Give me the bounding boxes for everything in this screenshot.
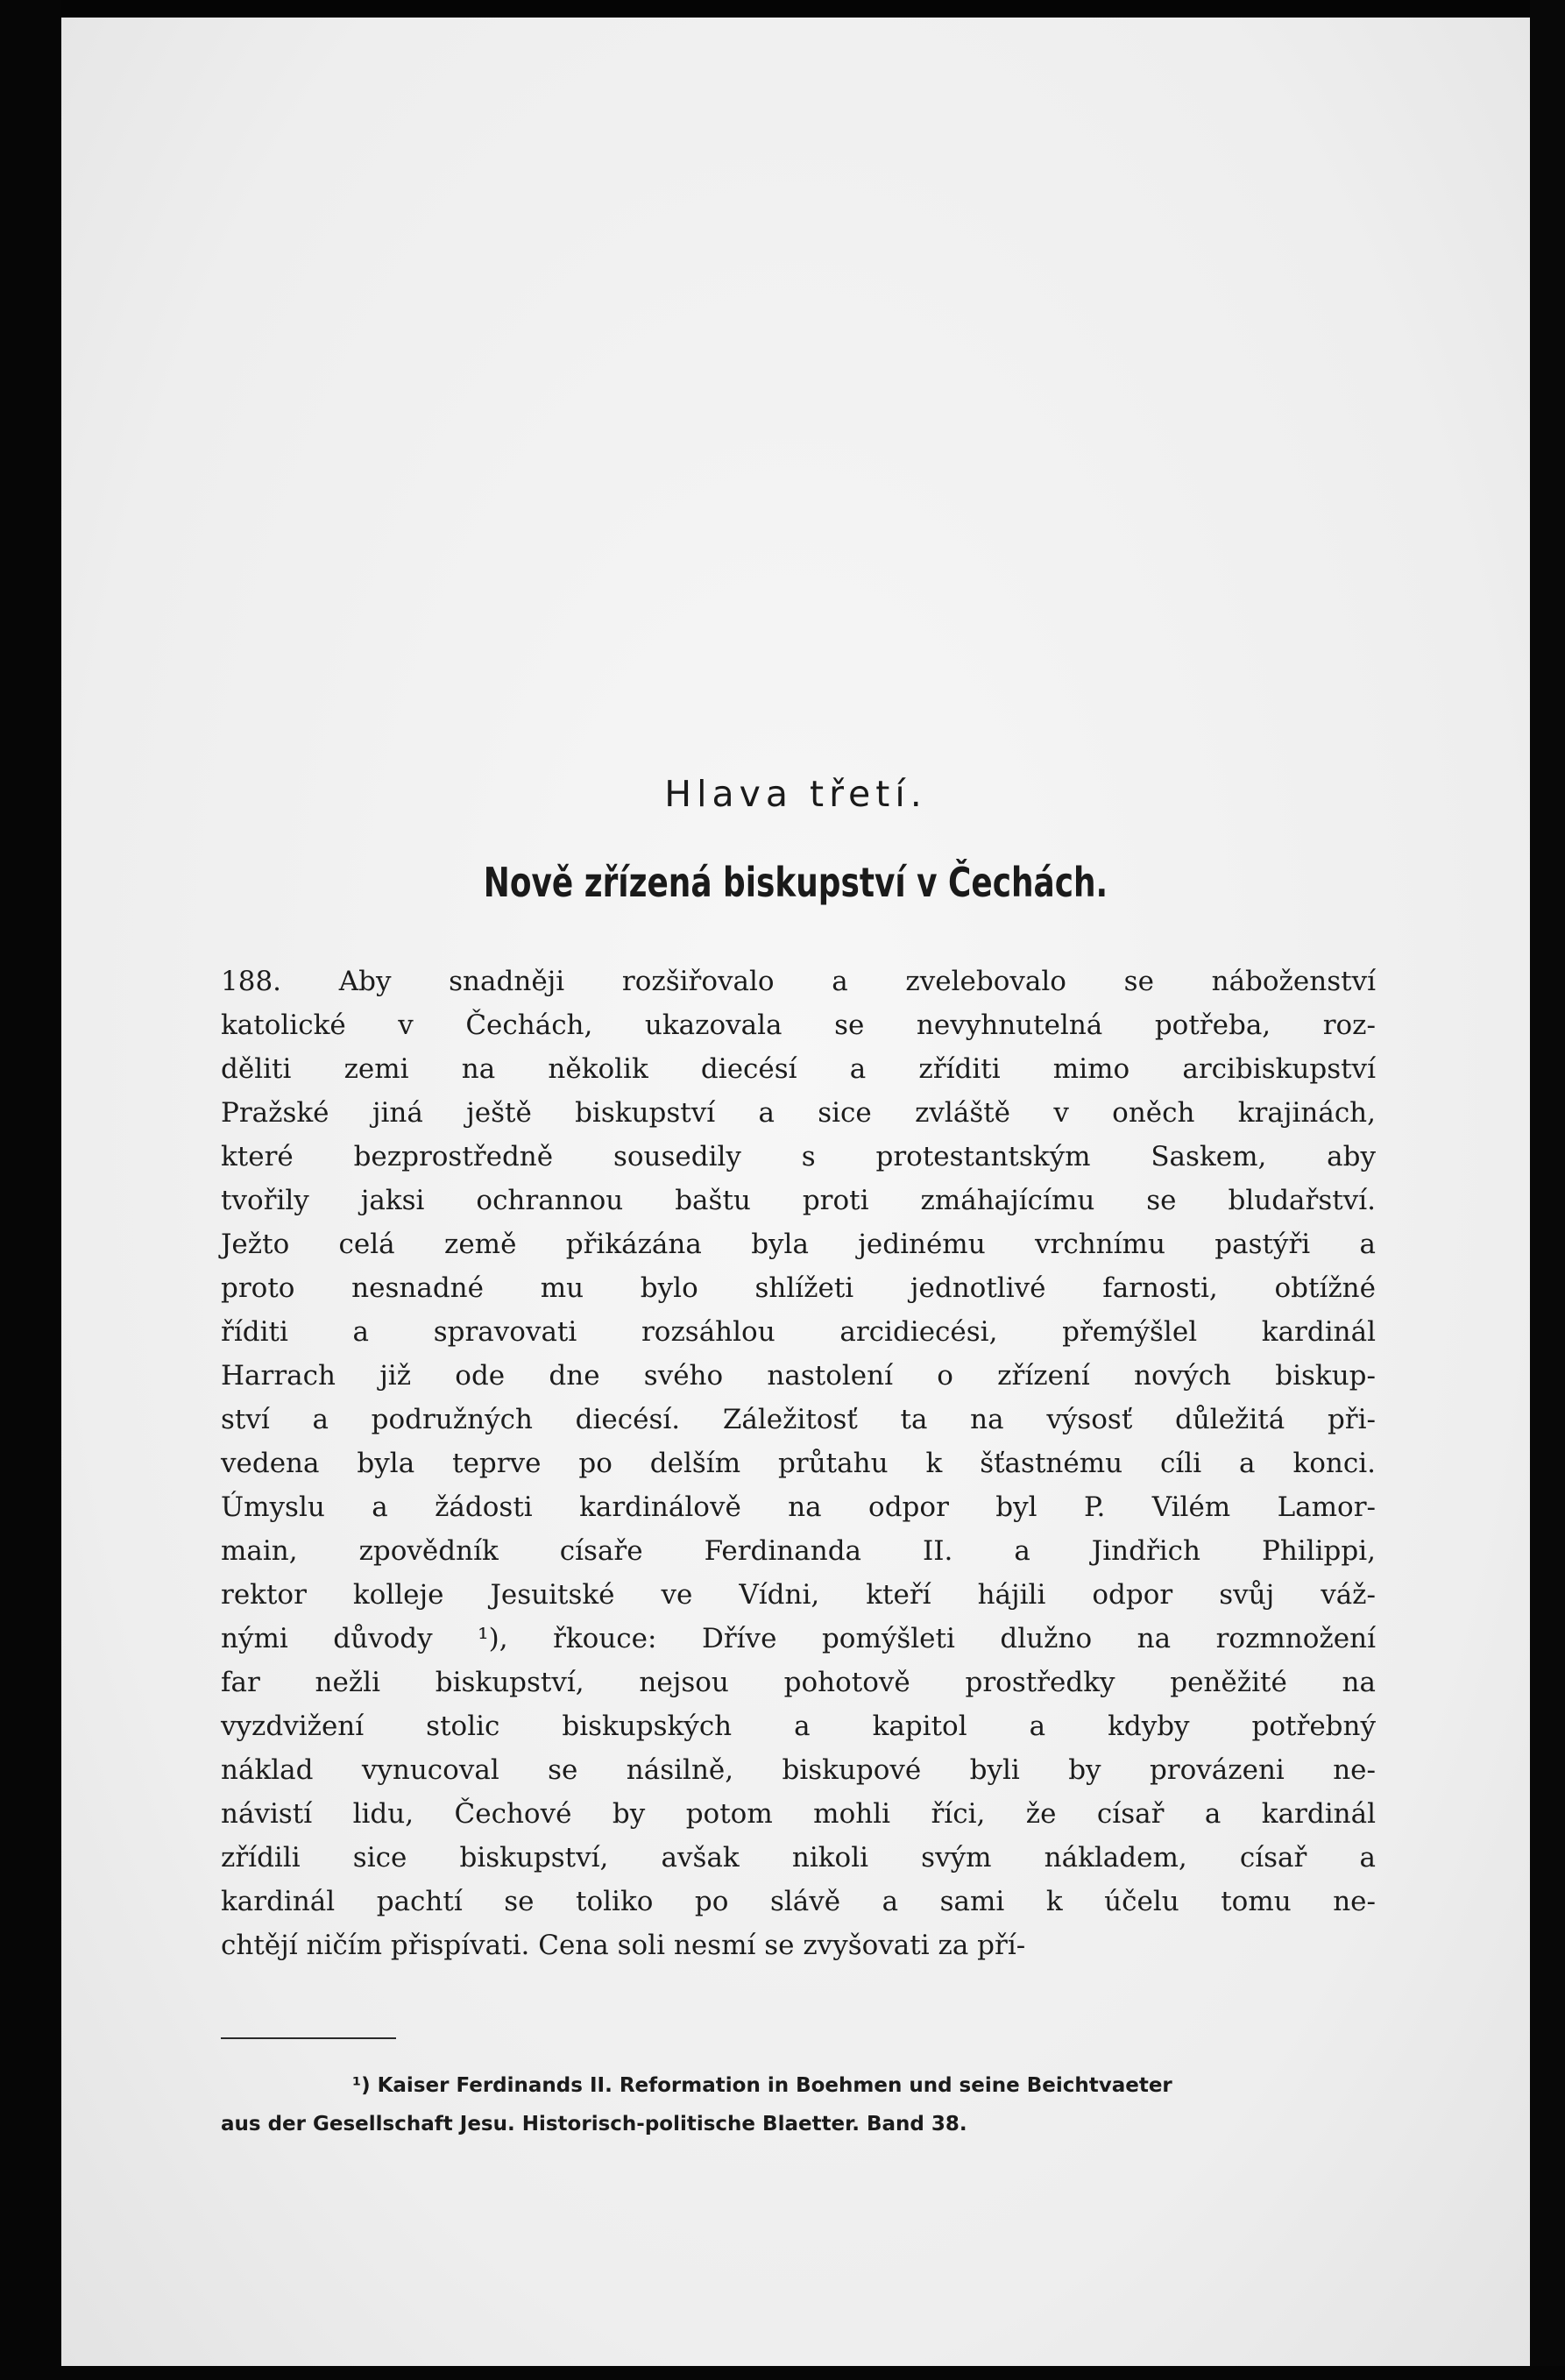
text-line: Úmyslu a žádosti kardinálově na odpor byl P. Vilém Lamor- [221,1491,1376,1523]
text-line: říditi a spravovati rozsáhlou arcidiecési, přemýšlel kardinál [221,1316,1376,1348]
text-line: Harrach již ode dne svého nastolení o zřízení nových biskup- [221,1360,1376,1392]
text-line: proto nesnadné mu bylo shlížeti jednotlivé farnosti, obtížné [221,1272,1376,1304]
text-line: Pražské jiná ještě biskupství a sice zvláště v oněch krajinách, [221,1097,1376,1129]
text-line: rektor kolleje Jesuitské ve Vídni, kteří hájili odpor svůj váž- [221,1579,1376,1611]
text-line: kardinál pachtí se toliko po slávě a sami k účelu tomu ne- [221,1886,1376,1917]
text-line: návistí lidu, Čechové by potom mohli říci, že císař a kardinál [221,1798,1376,1830]
scan-border-bottom [0,2366,1565,2380]
text-line: nými důvody ¹), řkouce: Dříve pomýšleti dlužno na rozmnožení [221,1623,1376,1654]
section-title: Nově zřízená biskupství v Čechách. [483,859,1108,906]
text-line: far nežli biskupství, nejsou pohotově prostředky peněžité na [221,1667,1376,1698]
text-line: které bezprostředně sousedily s protestantským Saskem, aby [221,1141,1376,1172]
footnote-line: aus der Gesellschaft Jesu. Historisch-politische Blaetter. Band 38. [221,2113,967,2136]
footnote-line: ¹) Kaiser Ferdinands II. Reformation in Boehmen und seine Beichtvaeter [352,2074,1172,2097]
text-line: ství a podružných diecésí. Záležitosť ta na výsosť důležitá při- [221,1404,1376,1435]
book-page [61,18,1530,2366]
scan-border-right [1530,0,1565,2380]
body-paragraph [221,960,1376,1967]
chapter-title: Hlava třetí. [664,773,927,815]
footnote-divider [221,2037,396,2039]
scan-border-top [0,0,1565,18]
text-line: vedena byla teprve po delším průtahu k šťastnému cíli a konci. [221,1448,1376,1479]
scan-border-left [0,0,61,2380]
text-line: děliti zemi na několik diecésí a zříditi mimo arcibiskupství [221,1053,1376,1085]
text-line: main, zpovědník císaře Ferdinanda II. a Jindřich Philippi, [221,1535,1376,1567]
text-line: katolické v Čechách, ukazovala se nevyhnutelná potřeba, roz- [221,1009,1376,1041]
text-line: náklad vynucoval se násilně, biskupové byli by provázeni ne- [221,1754,1376,1786]
footnote [221,2066,1376,2143]
text-line: chtějí ničím přispívati. Cena soli nesmí se zvyšovati za pří- [221,1930,1026,1961]
text-line: vyzdvižení stolic biskupských a kapitol a kdyby potřebný [221,1711,1376,1742]
text-line: tvořily jaksi ochrannou baštu proti zmáhajícímu se bludařství. [221,1185,1376,1216]
text-line: 188. Aby snadněji rozšiřovalo a zvelebovalo se náboženství [221,966,1376,997]
text-line: Ježto celá země přikázána byla jedinému vrchnímu pastýři a [221,1229,1376,1260]
text-line: zřídili sice biskupství, avšak nikoli svým nákladem, císař a [221,1842,1376,1874]
